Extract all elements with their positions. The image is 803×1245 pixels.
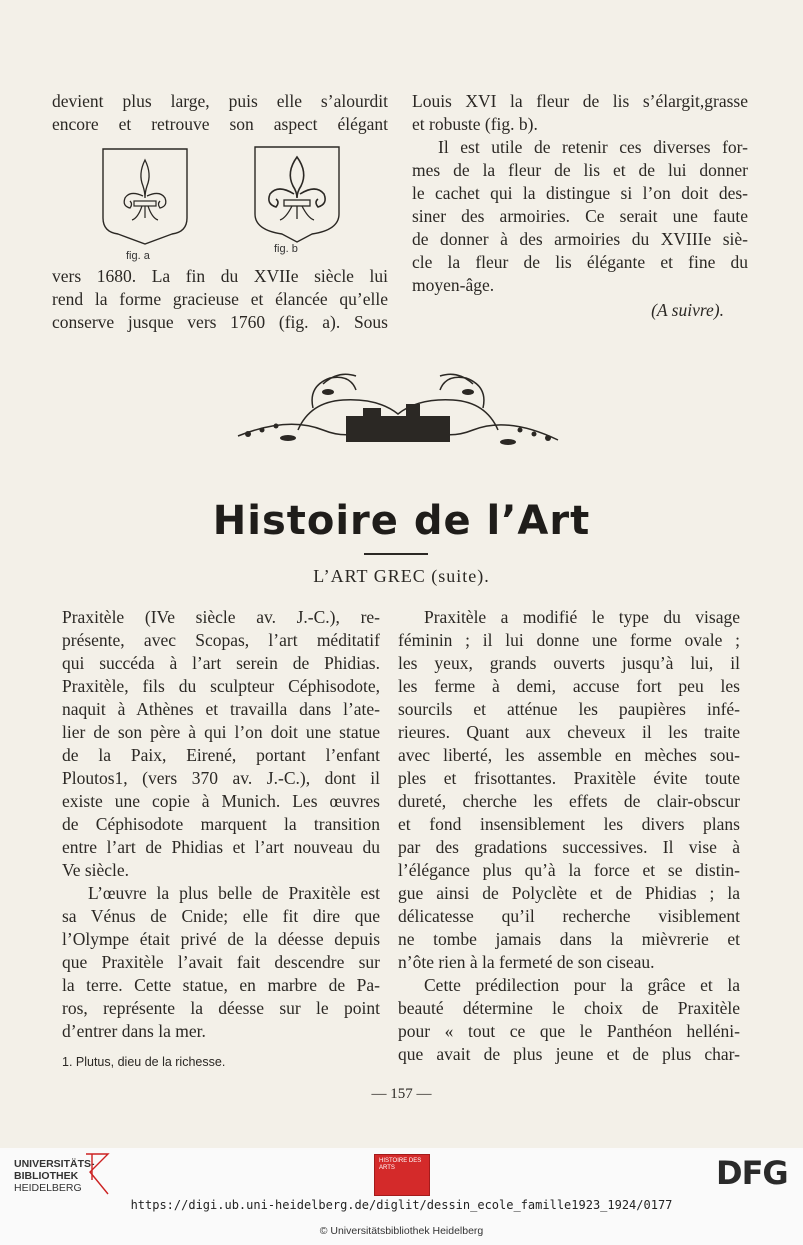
- collection-badge-text: HISTOIRE DES ARTS: [379, 1158, 422, 1171]
- text-line: d’entrer dans la mer.: [62, 1021, 206, 1041]
- top-left-text-1: [52, 90, 388, 136]
- text-line: pour « tout ce que le Panthéon helléni-: [398, 1021, 740, 1041]
- text-line: l’Olympe était privé de la déesse depuis: [62, 929, 380, 949]
- text-line: ne tombe jamais dans la mièvrerie et: [398, 929, 740, 949]
- decorative-vignette-icon: [228, 368, 568, 456]
- text-line: vers 1680. La fin du XVIIe siècle lui: [52, 266, 388, 286]
- top-right-text: [412, 90, 748, 322]
- text-line: de Céphisodote marquent la transition: [62, 814, 380, 834]
- title-divider: [364, 553, 428, 555]
- article-left-column: [62, 606, 380, 1043]
- text-line: l’élégance plus qu’à la force et se distin-: [398, 860, 740, 880]
- library-name-line: UNIVERSITÄTS-: [14, 1158, 95, 1170]
- text-line: lier de son père à qui l’on doit une statue: [62, 722, 380, 742]
- text-line: rieures. Quant aux cheveux il les traite: [398, 722, 740, 742]
- text-line: rend la forme gracieuse et élancée qu’elle: [52, 289, 388, 309]
- text-line: Ploutos1, (vers 370 av. J.-C.), dont il: [62, 768, 380, 788]
- text-line: Ve siècle.: [62, 860, 130, 880]
- text-line: conserve jusque vers 1760 (fig. a). Sous: [52, 312, 388, 332]
- library-name-line: HEIDELBERG: [14, 1182, 82, 1194]
- figure-a-caption: fig. a: [126, 250, 150, 262]
- text-line: dureté, cherche les effets de clair-obscur: [398, 791, 740, 811]
- fleur-de-lis-shield-b-icon: [252, 144, 342, 244]
- article-right-column: [398, 606, 740, 1066]
- text-line: par des gradations successives. Il vise à: [398, 837, 740, 857]
- text-line: féminin ; il lui donne une forme ovale ;: [398, 630, 740, 650]
- text-line: qui succéda à l’art serein de Phidias.: [62, 653, 380, 673]
- permalink-url[interactable]: https://digi.ub.uni-heidelberg.de/diglit/dessin_ecole_famille1923_1924/0177: [130, 1198, 673, 1212]
- text-line: que Praxitèle l’avait fait descendre sur: [62, 952, 380, 972]
- text-line: n’ôte rien à la fermeté de son ciseau.: [398, 952, 655, 972]
- text-line: ples et frisottantes. Praxitèle évite toute: [398, 768, 740, 788]
- dfg-logo[interactable]: DFG: [716, 1154, 788, 1192]
- text-line: de donner à des armoiries du XVIIIe siè-: [412, 229, 748, 249]
- text-line: devient plus large, puis elle s’alourdit: [52, 91, 388, 111]
- text-line: que avait de plus jeune et de plus char-: [398, 1044, 740, 1064]
- text-line: L’œuvre la plus belle de Praxitèle est: [88, 883, 380, 903]
- collection-badge[interactable]: [374, 1154, 430, 1196]
- article-subtitle: L’ART GREC (suite).: [313, 566, 490, 586]
- text-line: la terre. Cette statue, en marbre de Pa-: [62, 975, 380, 995]
- text-line: Praxitèle a modifié le type du visage: [424, 607, 740, 627]
- text-line: de la Paix, Eirené, portant l’enfant: [62, 745, 380, 765]
- text-line: Cette prédilection pour la grâce et la: [424, 975, 740, 995]
- text-line: les yeux, grands ouverts jusqu’à lui, il: [398, 653, 740, 673]
- text-line: Praxitèle, fils du sculpteur Céphisodote,: [62, 676, 380, 696]
- text-line: Praxitèle (IVe siècle av. J.-C.), re-: [62, 607, 380, 627]
- text-line: avec liberté, les assemble en mèches sou-: [398, 745, 740, 765]
- text-line: gue ainsi de Polyclète et de Phidias ; la: [398, 883, 740, 903]
- library-name-line: BIBLIOTHEK: [14, 1170, 79, 1182]
- text-line: naquit à Athènes et travailla dans l’ate-: [62, 699, 380, 719]
- text-line: présente, avec Scopas, l’art méditatif: [62, 630, 380, 650]
- page-number: — 157 —: [371, 1086, 432, 1102]
- text-line: ros, représente la déesse sur le point: [62, 998, 380, 1018]
- text-line: Il est utile de retenir ces diverses for-: [438, 137, 748, 157]
- article-title: Histoire de l’Art: [212, 498, 591, 544]
- text-line: beauté détermine le choix de Praxitèle: [398, 998, 740, 1018]
- text-line: et fond insensiblement les divers plans: [398, 814, 740, 834]
- text-line: encore et retrouve son aspect élégant: [52, 114, 388, 134]
- text-line: entre l’art de Phidias et l’art nouveau du: [62, 837, 380, 857]
- text-line: cle la fleur de lis élégante et fine du: [412, 252, 748, 272]
- text-line: les ferme à demi, accuse fort peu les: [398, 676, 740, 696]
- text-line: le cachet qui la distingue si l’on doit des-: [412, 183, 748, 203]
- footnote: 1. Plutus, dieu de la richesse.: [62, 1055, 226, 1069]
- text-line: existe une copie à Munich. Les œuvres: [62, 791, 380, 811]
- library-mark-icon: [82, 1150, 112, 1198]
- top-left-text-2: [52, 265, 388, 334]
- text-line: Louis XVI la fleur de lis s’élargit,grasse: [412, 91, 748, 111]
- text-line: délicatesse qu’il recherche visiblement: [398, 906, 740, 926]
- fleur-de-lis-shield-a-icon: [100, 146, 190, 246]
- text-line: siner des armoiries. Ce serait une faute: [412, 206, 748, 226]
- a-suivre-note: (A suivre).: [651, 300, 724, 320]
- text-line: mes de la fleur de lis et de lui donner: [412, 160, 748, 180]
- viewer-footer: [0, 1148, 803, 1245]
- text-line: et robuste (fig. b).: [412, 114, 538, 134]
- text-line: sa Vénus de Cnide; elle fit dire que: [62, 906, 380, 926]
- copyright-notice: © Universitätsbibliothek Heidelberg: [319, 1225, 484, 1237]
- figure-b-caption: fig. b: [274, 243, 298, 255]
- text-line: moyen-âge.: [412, 275, 495, 295]
- text-line: sourcils et atténue les paupières infé-: [398, 699, 740, 719]
